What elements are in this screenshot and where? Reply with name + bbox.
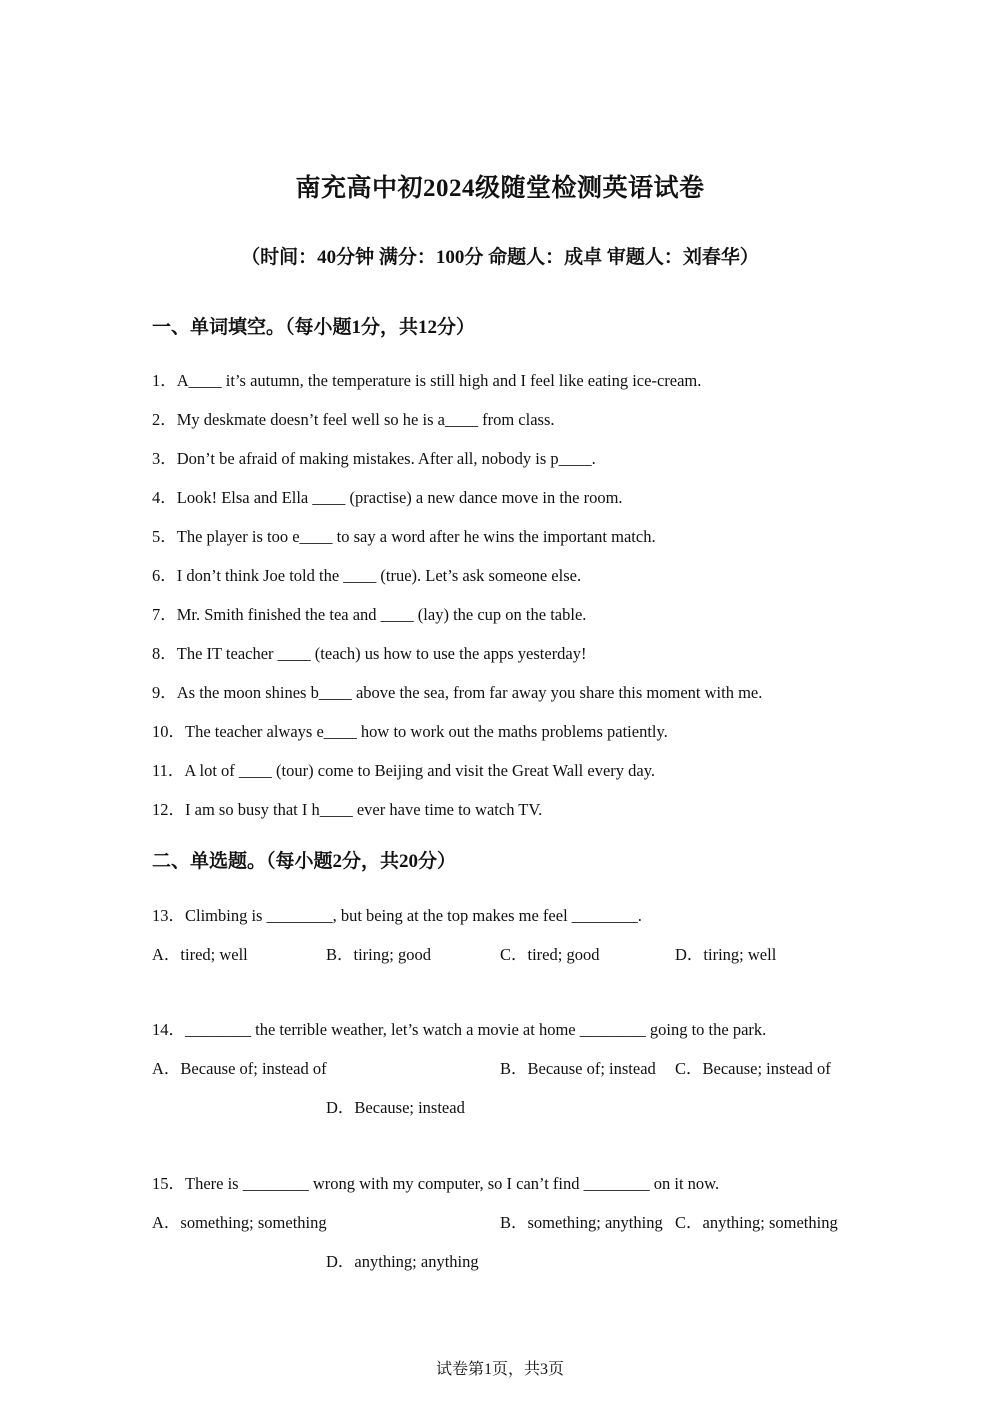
section-heading-multiple-choice: 二、单选题。（每小题2分，共20分） (152, 851, 457, 872)
section-heading-vocabulary: 一、单词填空。（每小题1分，共12分） (152, 317, 476, 338)
question-15: 15．There is ________ wrong with my computer, so I can’t find ________ on it now. (152, 1174, 720, 1193)
question-13: 13．Climbing is ________, but being at the top makes me feel ________. (152, 906, 642, 925)
question-4: 4．Look! Elsa and Ella ____ (practise) a new dance move in the room. (152, 488, 623, 507)
question-15-option-b: B．something; anything (500, 1213, 663, 1232)
question-13-option-c: C．tired; good (500, 945, 600, 964)
exam-info: （时间：40分钟 满分：100分 命题人：成卓 审题人：刘春华） (241, 247, 759, 268)
question-13-option-a: A．tired; well (152, 945, 248, 964)
question-15-option-a: A．something; something (152, 1213, 327, 1232)
question-11: 11．A lot of ____ (tour) come to Beijing and visit the Great Wall every day. (152, 761, 656, 780)
question-6: 6．I don’t think Joe told the ____ (true). Let’s ask someone else. (152, 566, 582, 585)
question-7: 7．Mr. Smith finished the tea and ____ (lay) the cup on the table. (152, 605, 587, 624)
question-14: 14．________ the terrible weather, let’s watch a movie at home ________ going to the park. (152, 1020, 767, 1039)
question-14-option-d: D．Because; instead (326, 1098, 465, 1117)
question-12: 12．I am so busy that I h____ ever have time to watch TV. (152, 800, 543, 819)
question-5: 5．The player is too e____ to say a word after he wins the important match. (152, 527, 656, 546)
question-2: 2．My deskmate doesn’t feel well so he is a____ from class. (152, 410, 555, 429)
question-14-option-b: B．Because of; instead (500, 1059, 656, 1078)
question-9: 9．As the moon shines b____ above the sea, from far away you share this moment with me. (152, 683, 763, 702)
question-3: 3．Don’t be afraid of making mistakes. After all, nobody is p____. (152, 449, 596, 468)
question-8: 8．The IT teacher ____ (teach) us how to use the apps yesterday! (152, 644, 587, 663)
page-title: 南充高中初2024级随堂检测英语试卷 (295, 175, 705, 202)
question-10: 10．The teacher always e____ how to work out the maths problems patiently. (152, 722, 668, 741)
question-15-option-d: D．anything; anything (326, 1252, 479, 1271)
question-13-option-b: B．tiring; good (326, 945, 431, 964)
question-14-option-a: A．Because of; instead of (152, 1059, 327, 1078)
question-14-option-c: C．Because; instead of (675, 1059, 831, 1078)
question-15-option-c: C．anything; something (675, 1213, 838, 1232)
question-1: 1．A____ it’s autumn, the temperature is still high and I feel like eating ice-cream. (152, 371, 702, 390)
question-13-option-d: D．tiring; well (675, 945, 777, 964)
page-footer: 试卷第1页，共3页 (435, 1361, 564, 1378)
